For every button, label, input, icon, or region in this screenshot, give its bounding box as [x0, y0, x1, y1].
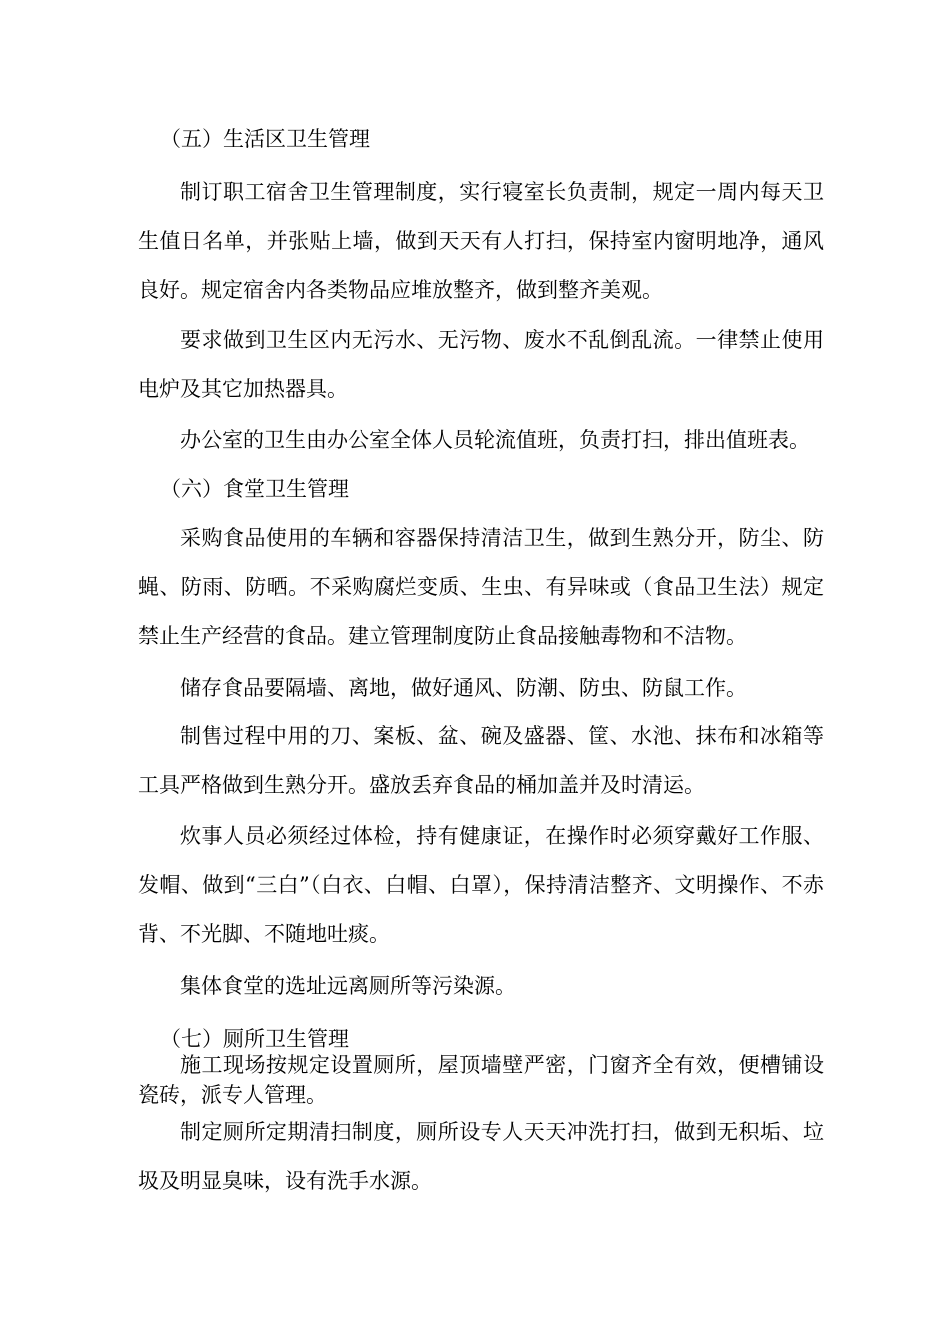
paragraph: 制售过程中用的刀、案板、盆、碗及盛器、筐、水池、抹布和冰箱等工具严格做到生熟分开。盛放丢弃食品的桶加盖并及时清运。	[138, 724, 824, 797]
paragraph: 制订职工宿舍卫生管理制度，实行寝室长负责制，规定一周内每天卫生值日名单，并张贴上墙，做到天天有人打扫，保持室内窗明地净，通风良好。规定宿舍内各类物品应堆放整齐，做到整齐美观。	[138, 180, 824, 302]
paragraph: 炊事人员必须经过体检，持有健康证，在操作时必须穿戴好工作服、发帽、做到“三白”（白衣、白帽、白罩），保持清洁整齐、文明操作、不赤背、不光脚、不随地吐痰。	[138, 824, 824, 946]
paragraph: 施工现场按规定设置厕所，屋顶墙壁严密，门窗齐全有效，便槽铺设瓷砖，派专人管理。	[138, 1053, 824, 1107]
paragraph: 储存食品要隔墙、离地，做好通风、防潮、防虫、防鼠工作。	[180, 676, 747, 700]
paragraph: 采购食品使用的车辆和容器保持清洁卫生，做到生熟分开，防尘、防蝇、防雨、防晒。不采购腐烂变质、生虫、有异味或（食品卫生法）规定禁止生产经营的食品。建立管理制度防止食品接触毒物和不洁物。	[138, 526, 824, 648]
section-heading-7: （七）厕所卫生管理	[160, 1027, 349, 1051]
paragraph: 办公室的卫生由办公室全体人员轮流值班，负责打扫，排出值班表。	[180, 428, 810, 452]
section-heading-5: （五）生活区卫生管理	[160, 127, 370, 151]
paragraph: 制定厕所定期清扫制度，厕所设专人天天冲洗打扫，做到无积垢、垃圾及明显臭味，设有洗手水源。	[138, 1120, 824, 1193]
section-heading-6: （六）食堂卫生管理	[160, 477, 349, 501]
paragraph: 要求做到卫生区内无污水、无污物、废水不乱倒乱流。一律禁止使用电炉及其它加热器具。	[138, 328, 824, 401]
paragraph: 集体食堂的选址远离厕所等污染源。	[180, 974, 516, 998]
